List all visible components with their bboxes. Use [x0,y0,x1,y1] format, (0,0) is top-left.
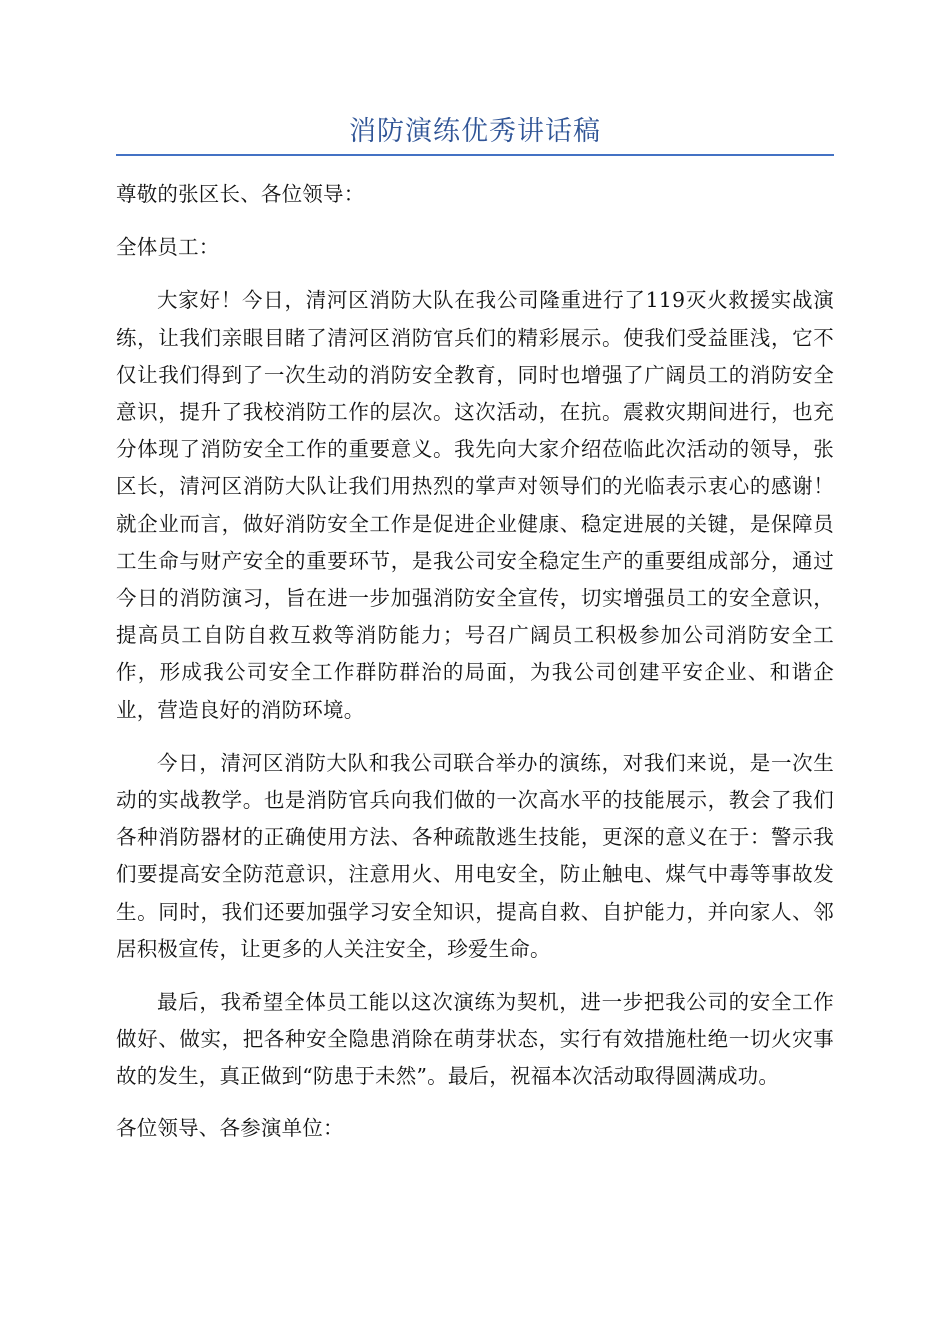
title-underline [116,154,834,156]
document-title: 消防演练优秀讲话稿 [349,116,601,147]
document-page [116,0,834,1147]
salutation-line-1: 尊敬的张区长、各位领导： [116,182,365,206]
body-paragraph-1: 大家好！今日，清河区消防大队在我公司隆重进行了119灭火救援实战演练，让我们亲眼目睹了清河区消防官兵们的精彩展示。使我们受益匪浅，它不仅让我们得到了一次生动的消防安全教育，同时也增强了广阔员工的消防安全意识，提升了我校消防工作的层次。这次活动，在抗。震救灾期间进行，也充分体现了消防安全工作的重要意义。我先向大家介绍莅临此次活动的领导，张区长，清河区消防大队让我们用热烈的掌声对领导们的光临表示衷心的感谢！就企业而言，做好消防安全工作是促进企业健康、稳定进展的关键，是保障员工生命与财产安全的重要环节，是我公司安全稳定生产的重要组成部分，通过今日的消防演习，旨在进一步加强消防安全宣传，切实增强员工的安全意识，提高员工自防自救互救等消防能力；号召广阔员工积极参加公司消防安全工作，形成我公司安全工作群防群治的局面，为我公司创建平安企业、和谐企业，营造良好的消防环境。 [116,288,834,722]
salutation-line-2: 全体员工： [116,235,220,260]
closing-salutation: 各位领导、各参演单位： [116,1115,344,1140]
body-paragraph-2: 今日，清河区消防大队和我公司联合举办的演练，对我们来说，是一次生动的实战教学。也是消防官兵向我们做的一次高水平的技能展示，教会了我们各种消防器材的正确使用方法、各种疏散逃生技能，更深的意义在于：警示我们要提高安全防范意识，注意用火、用电安全，防止触电、煤气中毒等事故发生。同时，我们还要加强学习安全知识，提高自救、自护能力，并向家人、邻居积极宣传，让更多的人关注安全，珍爱生命。 [116,750,834,961]
body-paragraph-3: 最后，我希望全体员工能以这次演练为契机，进一步把我公司的安全工作做好、做实，把各种安全隐患消除在萌芽状态，实行有效措施杜绝一切火灾事故的发生，真正做到“防患于未然”。最后，祝福本次活动取得圆满成功。 [116,990,834,1089]
